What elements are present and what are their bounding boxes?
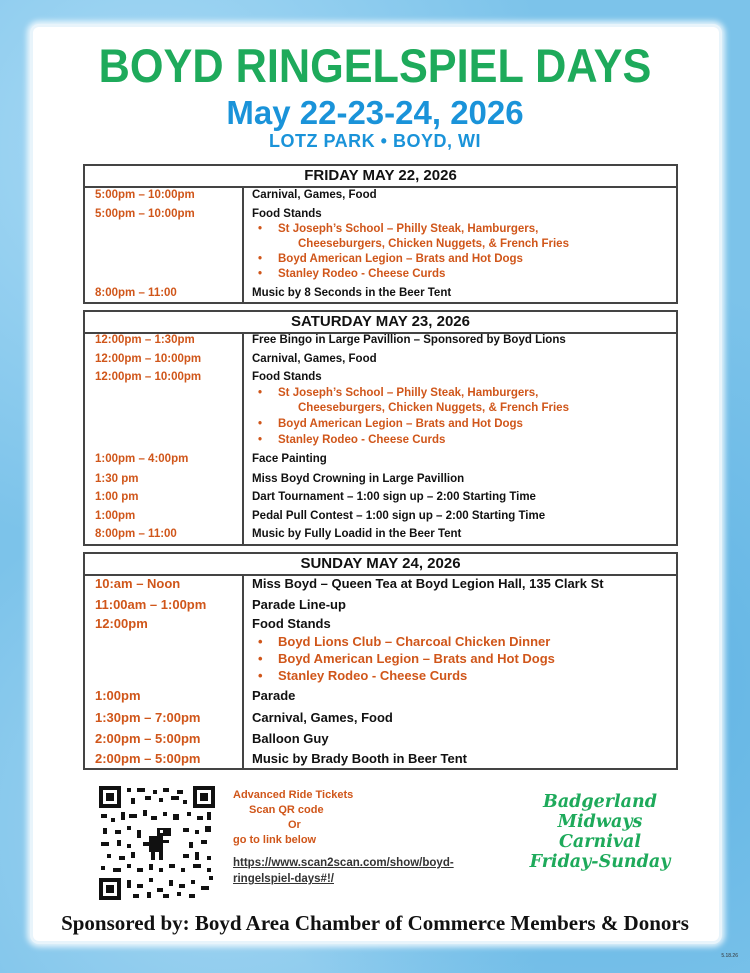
food-line: • St Joseph’s School – Philly Steak, Hamburgers, (278, 387, 538, 399)
ticket-link-line[interactable]: ringelspiel-days#!/ (233, 873, 334, 885)
saturday-heading: SATURDAY MAY 23, 2026 (85, 312, 676, 334)
row-desc: Parade (252, 688, 296, 703)
tickets-line: go to link below (233, 834, 317, 846)
food-line: • Stanley Rodeo - Cheese Curds (278, 668, 467, 683)
row-time: 12:00pm (95, 616, 148, 631)
row-time: 2:00pm – 5:00pm (95, 751, 201, 766)
row-desc: Food Stands (252, 616, 331, 631)
food-line: Cheeseburgers, Chicken Nuggets, & French Fries (298, 238, 569, 250)
sunday-schedule (83, 552, 678, 770)
midway-line: Midways (557, 812, 643, 832)
row-desc: Music by Brady Booth in Beer Tent (252, 751, 468, 766)
row-desc: Free Bingo in Large Pavillion – Sponsored by Boyd Lions (252, 334, 566, 346)
event-location: LOTZ PARK • BOYD, WI (269, 131, 481, 151)
row-time: 5:00pm – 10:00pm (95, 208, 195, 220)
food-line: • Boyd Lions Club – Charcoal Chicken Dinner (278, 634, 550, 649)
sponsor-line: Sponsored by: Boyd Area Chamber of Commerce Members & Donors (61, 911, 689, 935)
tickets-line: Advanced Ride Tickets (233, 789, 354, 801)
midway-line: Badgerland (543, 792, 657, 812)
food-line: • Boyd American Legion – Brats and Hot Dogs (278, 418, 523, 430)
food-line: • St Joseph’s School – Philly Steak, Hamburgers, (278, 223, 538, 235)
row-time: 5:00pm – 10:00pm (95, 189, 195, 201)
row-time: 12:00pm – 10:00pm (95, 353, 202, 365)
row-time: 8:00pm – 11:00 (95, 528, 177, 540)
row-desc: Music by 8 Seconds in the Beer Tent (252, 287, 452, 299)
row-time: 1:00pm (95, 510, 136, 522)
saturday-schedule (83, 310, 678, 546)
badgerland-midways-text (520, 792, 680, 872)
food-line: Cheeseburgers, Chicken Nuggets, & French Fries (298, 402, 569, 414)
row-desc: Face Painting (252, 453, 327, 465)
row-desc: Balloon Guy (252, 731, 329, 746)
row-time: 1:00pm (95, 688, 141, 703)
row-time: 8:00pm – 11:00 (95, 287, 177, 299)
event-title: BOYD RINGELSPIEL DAYS (98, 39, 652, 92)
row-time: 10:am – Noon (95, 576, 181, 591)
column-divider (242, 576, 244, 768)
row-desc: Carnival, Games, Food (252, 189, 377, 201)
row-time: 12:00pm – 10:00pm (95, 371, 202, 383)
row-time: 1:30 pm (95, 473, 139, 485)
row-desc: Miss Boyd Crowning in Large Pavillion (252, 473, 465, 485)
row-time: 1:00pm – 4:00pm (95, 453, 189, 465)
row-time: 1:30pm – 7:00pm (95, 710, 201, 725)
row-time: 2:00pm – 5:00pm (95, 731, 201, 746)
row-desc: Food Stands (252, 371, 322, 383)
food-line: • Stanley Rodeo - Cheese Curds (278, 268, 445, 280)
row-time: 12:00pm – 1:30pm (95, 334, 195, 346)
row-time: 11:00am – 1:00pm (95, 597, 207, 612)
advanced-ride-tickets (233, 788, 353, 848)
food-line: • Stanley Rodeo - Cheese Curds (278, 434, 445, 446)
row-desc: Carnival, Games, Food (252, 710, 393, 725)
food-line: • Boyd American Legion – Brats and Hot Dogs (278, 651, 555, 666)
row-desc: Food Stands (252, 208, 322, 220)
sunday-heading: SUNDAY MAY 24, 2026 (85, 554, 676, 576)
row-desc: Miss Boyd – Queen Tea at Boyd Legion Hall, 135 Clark St (252, 576, 604, 591)
qr-code[interactable] (97, 784, 217, 902)
friday-heading: FRIDAY MAY 22, 2026 (85, 166, 676, 188)
row-time: 1:00 pm (95, 491, 139, 503)
row-desc: Dart Tournament – 1:00 sign up – 2:00 Starting Time (252, 491, 536, 503)
midway-line: Friday-Sunday (529, 852, 671, 872)
column-divider (242, 188, 244, 302)
row-desc: Parade Line-up (252, 597, 346, 612)
ticket-link-line[interactable]: https://www.scan2scan.com/show/boyd- (233, 857, 454, 869)
footer-code: 5.18.26 (721, 953, 738, 959)
ticket-link[interactable] (233, 855, 498, 887)
event-dates: May 22-23-24, 2026 (226, 94, 524, 131)
row-desc: Carnival, Games, Food (252, 353, 377, 365)
food-line: • Boyd American Legion – Brats and Hot Dogs (278, 253, 523, 265)
tickets-line: Scan QR code (249, 804, 324, 816)
column-divider (242, 334, 244, 544)
midway-line: Carnival (558, 832, 641, 852)
tickets-line: Or (288, 819, 301, 831)
friday-schedule (83, 164, 678, 304)
row-desc: Pedal Pull Contest – 1:00 sign up – 2:00 Starting Time (252, 510, 546, 522)
qr-code-graphic (97, 784, 217, 902)
row-desc: Music by Fully Loadid in the Beer Tent (252, 528, 462, 540)
